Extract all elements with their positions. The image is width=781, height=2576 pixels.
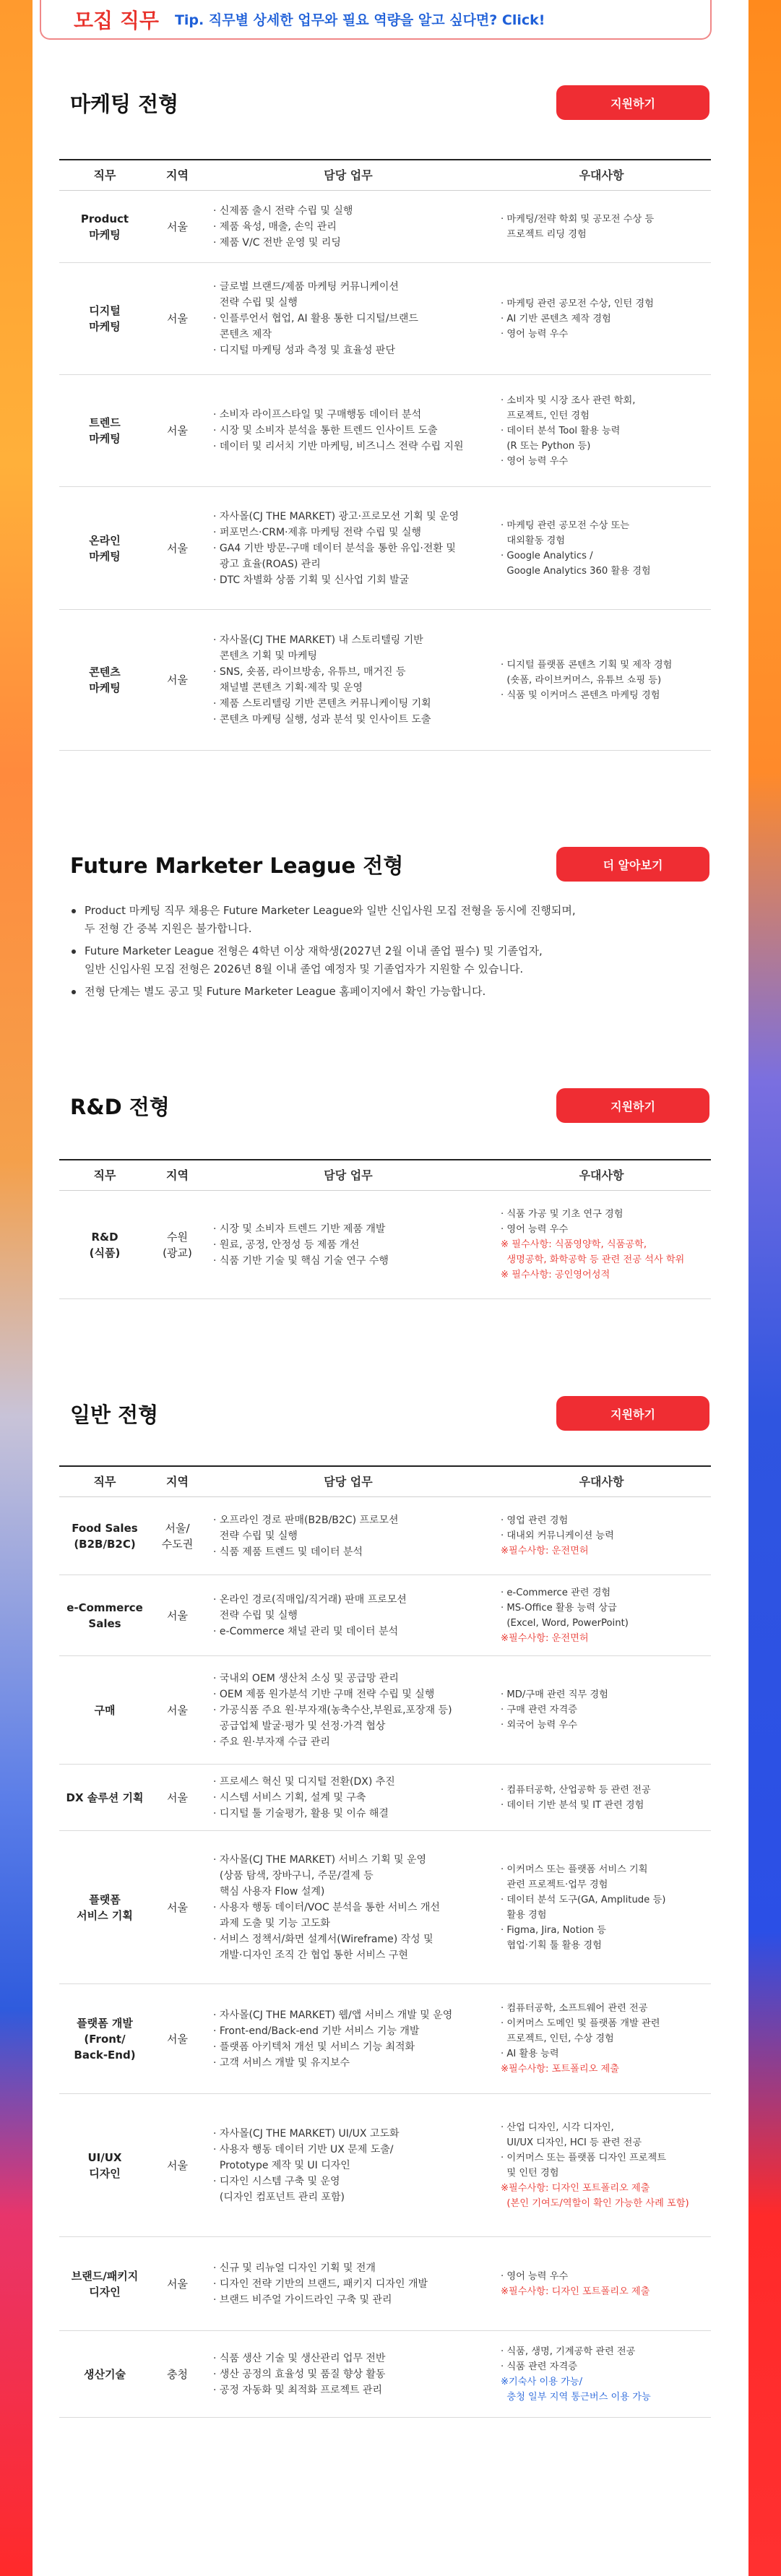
general-table [59,1465,711,2418]
preference-line: · 식품 관련 자격증 [501,2361,577,2372]
preference-line: · MS-Office 활용 능력 상급 [501,1602,617,1614]
preference-line: · 영어 능력 우수 [501,328,569,340]
region-line: 서울 [167,220,188,233]
header-pref: 우대사항 [579,168,624,182]
duty-line: · 자사몰(CJ THE MARKET) 광고·프로모션 기획 및 운영 [213,510,459,522]
recruit-notice-banner [40,0,712,40]
general-apply-button[interactable]: 지원하기 [556,1396,709,1431]
preference-line: · 이커머스 또는 플랫폼 서비스 기획 [501,1864,648,1875]
job-duties [204,1592,492,1640]
region-line: 서울 [167,1703,188,1717]
job-name [59,2366,150,2382]
preference-line: · Figma, Jira, Notion 등 [501,1924,606,1936]
duty-line: · 제품 V/C 전반 운영 및 리딩 [213,236,341,249]
job-name-line: 트렌드 [89,416,121,429]
table-row [59,2094,711,2237]
region-line: 서울 [167,1900,188,1914]
header-duty: 담당 업무 [324,1474,373,1489]
job-name [59,2268,150,2300]
job-name-line: 생산기술 [84,2367,126,2381]
marketing-title: 마케팅 전형 [70,91,179,116]
duty-line: · 디자인 시스템 구축 및 운영 [213,2175,340,2187]
job-preferences [492,518,711,579]
right-gradient-border [748,0,781,2576]
duty-line: · 데이터 및 리서치 기반 마케팅, 비즈니스 전략 수립 지원 [213,441,464,452]
preference-line: · 데이터 분석 도구(GA, Amplitude 등) [501,1894,666,1905]
job-name [59,533,150,564]
rnd-title: R&D 전형 [70,1094,170,1119]
job-region [150,2031,204,2047]
duty-line: · 신규 및 리뉴얼 디자인 기획 및 전개 [213,2262,376,2274]
region-line: 서울 [167,1791,188,1804]
header-job: 직무 [93,168,116,182]
job-duties [204,1221,492,1269]
preference-line: · AI 기반 콘텐츠 제작 경험 [501,313,611,324]
job-preferences [492,393,711,469]
marketing-section-header [70,85,709,120]
duty-line: (상품 탐색, 장바구니, 주문/결제 등 [213,1869,374,1882]
job-name-line: 마케팅 [89,320,121,333]
preference-line: (Excel, Word, PowerPoint) [501,1617,629,1629]
duty-line: · 자사몰(CJ THE MARKET) UI/UX 고도화 [213,2127,400,2140]
job-preferences [492,658,711,703]
job-name-line: 마케팅 [89,549,121,563]
job-duties [204,1512,492,1560]
preference-line: · e-Commerce 관련 경험 [501,1587,611,1598]
fml-title: Future Marketer League 전형 [70,853,404,878]
job-duties [204,632,492,728]
duty-line: · 국내외 OEM 생산처 소싱 및 공급망 관리 [213,1672,399,1684]
duty-line: · 시장 및 소비자 분석을 통한 트렌드 인사이트 도출 [213,425,438,436]
general-title: 일반 전형 [70,1402,159,1427]
duty-line: · 제품 육성, 매출, 손익 관리 [213,220,337,233]
preference-line: · 대내외 커뮤니케이션 능력 [501,1530,614,1541]
region-line: 서울 [167,2032,188,2046]
job-preferences [492,1585,711,1646]
duty-line: 전략 수립 및 실행 [213,1609,298,1621]
job-preferences [492,296,711,342]
header-duty: 담당 업무 [324,1168,373,1182]
rnd-apply-button[interactable]: 지원하기 [556,1088,709,1123]
job-name-line: UI/UX [87,2150,122,2164]
fml-note-line: Future Marketer League 전형은 4학년 이상 재학생(2027년 2월 이내 졸업 필수) 및 기졸업자, [85,944,543,957]
job-region [150,672,204,688]
job-duties [204,509,492,588]
job-preferences [492,1862,711,1953]
duty-line: · 식품 기반 기술 및 핵심 기술 연구 수행 [213,1254,389,1267]
job-name [59,664,150,696]
region-line: 서울 [167,673,188,686]
table-row [59,263,711,375]
table-row [59,1656,711,1765]
job-name-line: 온라인 [89,533,121,547]
fml-learn-more-button[interactable]: 더 알아보기 [556,847,709,882]
duty-line: · 시장 및 소비자 트렌드 기반 제품 개발 [213,1223,386,1235]
preference-line: · MD/구매 관련 직무 경험 [501,1689,608,1700]
table-row [59,1984,711,2094]
required-note: ※필수사항: 운전면허 [501,1546,589,1556]
job-region [150,1229,204,1261]
preference-line: 및 인턴 경험 [501,2167,559,2179]
duty-line: · e-Commerce 채널 관리 및 데이터 분석 [213,1625,399,1637]
preference-line: · 식품 가공 및 기초 연구 경험 [501,1209,623,1220]
job-name-line: (식품) [89,1246,121,1259]
preference-line: · 데이터 분석 Tool 활용 능력 [501,425,621,436]
table-header [59,159,711,191]
job-name-line: 마케팅 [89,228,121,241]
region-line: 수원 [167,1230,188,1244]
header-pref: 우대사항 [579,1475,624,1489]
duty-line: · 생산 공정의 효율성 및 품질 향상 활동 [213,2368,386,2380]
duty-line: · 콘텐츠 마케팅 실행, 성과 분석 및 인사이트 도출 [213,714,431,725]
table-row [59,1765,711,1831]
job-region [150,423,204,439]
recruit-title: 모집 직무 [74,8,159,33]
preference-line: · 소비자 및 시장 조사 관련 학회, [501,395,636,406]
region-line: 수도권 [161,1537,194,1551]
table-row [59,375,711,487]
header-region: 지역 [166,168,189,182]
job-preferences [492,2269,711,2299]
preference-line: · 외국어 능력 우수 [501,1720,577,1731]
preference-line: · 영어 능력 우수 [501,1224,569,1235]
region-line: 서울 [167,2277,188,2291]
job-name-line: 플랫폼 개발 [77,2016,133,2030]
job-preferences [492,1687,711,1733]
required-note: (본인 기여도/역할이 확인 가능한 사례 포함) [501,2197,689,2209]
job-region [150,2366,204,2382]
job-duties [204,1774,492,1822]
duty-line: · 글로벌 브랜드/제품 마케팅 커뮤니케이션 [213,281,399,293]
preference-line: · 산업 디자인, 시각 디자인, [501,2121,614,2133]
job-preferences [492,2001,711,2077]
job-name [59,1892,150,1924]
header-pref: 우대사항 [579,1168,624,1182]
job-name-line: Back-End) [74,2048,136,2062]
tip-link[interactable]: Tip. 직무별 상세한 업무와 필요 역량을 알고 싶다면? Click! [174,12,545,28]
duty-line: · 자사몰(CJ THE MARKET) 웹/앱 서비스 개발 및 운영 [213,2009,453,2021]
table-row [59,2331,711,2418]
duty-line: · Front-end/Back-end 기반 서비스 기능 개발 [213,2025,420,2037]
preference-line: · 데이터 기반 분석 및 IT 관련 경험 [501,1799,644,1811]
duty-line: · GA4 기반 방문-구매 데이터 분석을 통한 유입·전환 및 [213,542,456,554]
header-job: 직무 [93,1168,116,1182]
job-region [150,219,204,235]
required-note: 생명공학, 화학공학 등 관련 전공 석사 학위 [501,1254,685,1265]
preference-line: · AI 활용 능력 [501,2049,559,2059]
duty-line: · 디지털 툴 기술평가, 활용 및 이슈 해결 [213,1807,389,1819]
fml-note-item [70,942,706,978]
job-duties [204,279,492,358]
job-name-line: 마케팅 [89,681,121,694]
job-duties [204,1852,492,1963]
duty-line: · 식품 제품 트렌드 및 데이터 분석 [213,1546,363,1558]
preference-line: (R 또는 Python 등) [501,440,591,452]
job-name [59,1702,150,1718]
table-row [59,2237,711,2331]
job-name [59,1520,150,1552]
job-name-line: 디지털 [89,304,121,317]
duty-line: · 주요 원·부자재 수급 관리 [213,1736,330,1748]
table-row [59,191,711,263]
table-row [59,1191,711,1299]
job-region [150,1702,204,1718]
marketing-table [59,159,711,751]
marketing-apply-button[interactable]: 지원하기 [556,85,709,120]
preference-line: 활용 경험 [501,1909,547,1921]
job-duties [204,203,492,251]
duty-line: 핵심 사용자 Flow 설계) [213,1885,325,1897]
header-region: 지역 [166,1168,189,1182]
duty-line: 채널별 콘텐츠 기획·제작 및 운영 [213,682,363,694]
job-name-line: Product [80,212,129,225]
job-name [59,415,150,447]
table-row [59,1497,711,1575]
preference-line: · 마케팅/전략 학회 및 공모전 수상 등 [501,213,655,225]
duty-line: · 공정 자동화 및 최적화 프로젝트 관리 [213,2384,383,2396]
preference-line: · Google Analytics / [501,550,593,561]
job-preferences [492,1513,711,1559]
region-line: 충청 [167,2367,188,2381]
job-preferences [492,2120,711,2211]
preference-line: 프로젝트, 인턴, 수상 경험 [501,2033,614,2044]
preference-line: · 이커머스 또는 플랫폼 디자인 프로젝트 [501,2152,666,2163]
duty-line: · 오프라인 경로 판매(B2B/B2C) 프로모션 [213,1514,399,1526]
required-note: ※기숙사 이용 가능/ [501,2376,583,2387]
preference-line: Google Analytics 360 활용 경험 [501,565,651,577]
required-note: ※필수사항: 운전면허 [501,1632,589,1644]
job-name-line: 콘텐츠 [89,665,121,679]
duty-line: · 제품 스토리텔링 기반 콘텐츠 커뮤니케이팅 기획 [213,698,431,710]
duty-line: · 자사몰(CJ THE MARKET) 서비스 기획 및 운영 [213,1853,427,1866]
duty-line: 전략 수립 및 실행 [213,1530,298,1542]
duty-line: · 브랜드 비주얼 가이드라인 구축 및 관리 [213,2293,392,2306]
fml-note-item [70,983,706,1001]
preference-line: · 마케팅 관련 공모전 수상 또는 [501,520,630,531]
preference-line: · 영어 능력 우수 [501,2270,569,2282]
job-region [150,540,204,556]
duty-line: 과제 도출 및 기능 고도화 [213,1917,330,1929]
duty-line: · 신제품 출시 전략 수립 및 실행 [213,204,353,217]
duty-line: · SNS, 숏폼, 라이브방송, 유튜브, 매거진 등 [213,666,406,678]
table-header [59,1465,711,1497]
preference-line: · 이커머스 도메인 및 플랫폼 개발 관련 [501,2018,660,2029]
preference-line: 프로젝트 리딩 경험 [501,228,587,240]
job-name-line: 서비스 기획 [77,1908,133,1922]
preference-line: 대외활동 경험 [501,535,566,546]
duty-line: · 사용자 행동 데이터 기반 UX 문제 도출/ [213,2143,394,2155]
rnd-section-header [70,1088,709,1123]
required-note: ※필수사항: 포트폴리오 제출 [501,2064,620,2075]
duty-line: · 인플루언서 협업, AI 활용 통한 디지털/브랜드 [213,313,418,324]
job-name-line: 브랜드/패키지 [71,2269,139,2283]
job-name [59,1229,150,1261]
preference-line: · 디지털 플랫폼 콘텐츠 기획 및 제작 경험 [501,659,673,671]
table-row [59,487,711,610]
duty-line: · 식품 생산 기술 및 생산관리 업무 전반 [213,2352,386,2364]
duty-line: (디자인 컴포넌트 관리 포함) [213,2191,345,2203]
duty-line: · 프로세스 혁신 및 디지털 전환(DX) 추진 [213,1775,395,1788]
preference-line: UI/UX 디자인, HCI 등 관련 전공 [501,2137,642,2148]
preference-line: · 영어 능력 우수 [501,455,569,467]
table-row [59,610,711,751]
job-name [59,1790,150,1806]
required-note: 충청 일부 지역 통근버스 이용 가능 [501,2391,651,2403]
preference-line: · 식품, 생명, 기계공학 관련 전공 [501,2345,636,2357]
duty-line: · 플랫폼 아키텍처 개선 및 서비스 기능 최적화 [213,2041,415,2053]
preference-line: · 구매 관련 자격증 [501,1705,577,1715]
duty-line: · 자사몰(CJ THE MARKET) 내 스토리텔링 기반 [213,634,423,646]
job-name-line: 마케팅 [89,432,121,445]
preference-line: · 컴퓨터공학, 산업공학 등 관련 전공 [501,1784,651,1796]
job-region [150,1520,204,1552]
preference-line: · 식품 및 이커머스 콘텐츠 마케팅 경험 [501,689,660,701]
fml-note-line: 두 전형 간 중복 지원은 불가합니다. [85,922,252,935]
left-gradient-border [0,0,33,2576]
region-line: 서울/ [165,1521,190,1535]
rnd-table [59,1159,711,1299]
duty-line: 광고 효율(ROAS) 관리 [213,558,321,570]
job-duties [204,2351,492,2398]
job-region [150,2276,204,2292]
duty-line: · 온라인 경로(직매입/직거래) 판매 프로모션 [213,1593,407,1606]
job-region [150,311,204,327]
duty-line: · 디지털 마케팅 성과 측정 및 효율성 판단 [213,345,395,356]
required-note: ※ 필수사항: 공인영어성적 [501,1270,610,1280]
preference-line: (숏폼, 라이브커머스, 유튜브 쇼핑 등) [501,674,662,686]
fml-note-line: 일반 신입사원 모집 전형은 2026년 8월 이내 졸업 예정자 및 기졸업자가 지원할 수 있습니다. [85,962,524,975]
job-name-line: (B2B/B2C) [74,1537,136,1551]
table-row [59,1575,711,1656]
job-duties [204,407,492,455]
job-name [59,2150,150,2181]
job-preferences [492,1207,711,1283]
table-header [59,1159,711,1191]
job-name [59,303,150,335]
duty-line: · 디자인 전략 기반의 브랜드, 패키지 디자인 개발 [213,2278,428,2290]
job-region [150,1790,204,1806]
duty-line: 콘텐츠 기획 및 마케팅 [213,650,317,662]
duty-line: · 원료, 공정, 안정성 등 제품 개선 [213,1239,360,1251]
job-name-line: DX 솔루션 기획 [66,1791,144,1804]
job-duties [204,2007,492,2071]
region-line: 서울 [167,424,188,437]
job-name-line: 디자인 [89,2166,121,2180]
duty-line: · DTC 차별화 상품 기획 및 신사업 기회 발굴 [213,574,410,586]
job-duties [204,2260,492,2308]
general-section-header [70,1396,709,1431]
job-duties [204,2126,492,2205]
preference-line: · 마케팅 관련 공모전 수상, 인턴 경험 [501,298,654,309]
job-name-line: (Front/ [84,2032,126,2046]
job-name [59,1600,150,1632]
job-name-line: 디자인 [89,2285,121,2299]
header-job: 직무 [93,1474,116,1489]
required-note: ※필수사항: 디자인 포트폴리오 제출 [501,2286,650,2297]
region-line: 서울 [167,312,188,325]
fml-note-line: Product 마케팅 직무 채용은 Future Marketer League와 일반 신입사원 모집 전형을 동시에 진행되며, [85,904,576,917]
job-name-line: R&D [91,1230,118,1244]
header-duty: 담당 업무 [324,168,373,182]
required-note: ※ 필수사항: 식품영양학, 식품공학, [501,1239,647,1250]
preference-line: · 컴퓨터공학, 소프트웨어 관련 전공 [501,2003,648,2014]
job-region [150,1900,204,1916]
region-line: 서울 [167,2158,188,2172]
table-row [59,1831,711,1984]
job-preferences [492,2344,711,2405]
job-duties [204,1671,492,1750]
duty-line: · 소비자 라이프스타일 및 구매행동 데이터 분석 [213,409,422,421]
job-name [59,2015,150,2063]
fml-section-header [70,847,709,882]
duty-line: · OEM 제품 원가분석 기반 구매 전략 수립 및 실행 [213,1688,435,1700]
fml-note-line: 전형 단계는 별도 공고 및 Future Marketer League 홈페이지에서 확인 가능합니다. [85,985,486,998]
duty-line: · 가공식품 주요 원·부자재(농축수산,부원료,포장재 등) [213,1704,452,1716]
job-name-line: 구매 [94,1703,116,1717]
header-region: 지역 [166,1474,189,1489]
region-line: (광교) [163,1246,192,1259]
required-note: ※필수사항: 디자인 포트폴리오 제출 [501,2182,650,2194]
duty-line: Prototype 제작 및 UI 디자인 [213,2159,350,2171]
job-preferences [492,1783,711,1813]
duty-line: · 서비스 정책서/화면 설계서(Wireframe) 작성 및 [213,1933,433,1945]
preference-line: 프로젝트, 인턴 경험 [501,410,590,421]
duty-line: 전략 수립 및 실행 [213,297,298,309]
job-preferences [492,212,711,242]
duty-line: · 퍼포먼스·CRM·제휴 마케팅 전략 수립 및 실행 [213,526,422,538]
preference-line: 관련 프로젝트·업무 경험 [501,1879,608,1890]
duty-line: 공급업체 발굴·평가 및 선정·가격 협상 [213,1720,386,1732]
duty-line: · 사용자 행동 데이터/VOC 분석을 통한 서비스 개선 [213,1901,440,1913]
duty-line: 콘텐츠 제작 [213,329,272,340]
duty-line: · 시스템 서비스 기획, 설계 및 구축 [213,1791,366,1804]
preference-line: 협업·기획 툴 활용 경험 [501,1939,602,1951]
job-name-line: Sales [88,1616,121,1630]
job-name-line: 플랫폼 [89,1892,121,1906]
fml-note-item [70,902,706,938]
duty-line: 개발·디자인 조직 간 협업 통한 서비스 구현 [213,1949,408,1961]
region-line: 서울 [167,1608,188,1622]
duty-line: · 고객 서비스 개발 및 유지보수 [213,2056,350,2069]
job-region [150,2158,204,2174]
region-line: 서울 [167,541,188,555]
job-name-line: e-Commerce [66,1601,143,1614]
preference-line: · 영업 관련 경험 [501,1515,569,1526]
job-name-line: Food Sales [72,1521,138,1535]
job-name [59,211,150,243]
fml-notes [70,902,706,1005]
job-region [150,1608,204,1624]
